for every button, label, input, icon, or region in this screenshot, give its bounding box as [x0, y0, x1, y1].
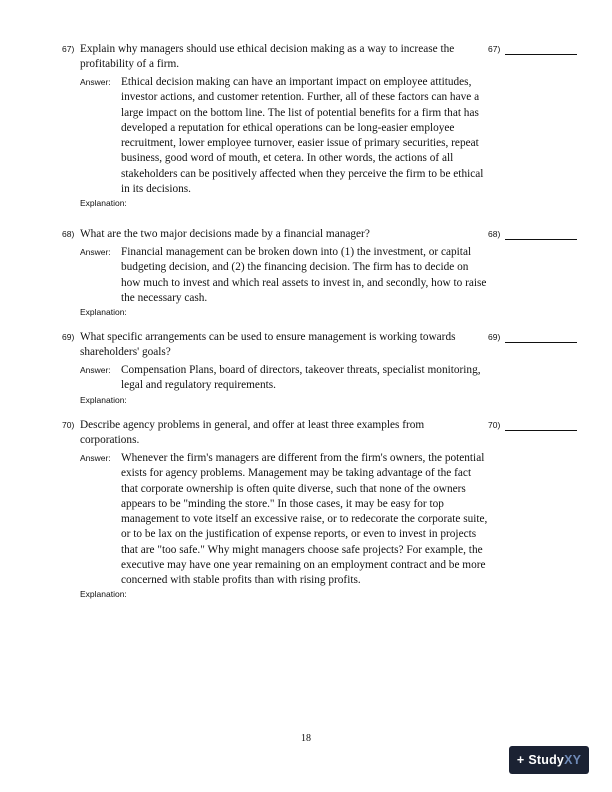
answer-label: Answer:: [80, 247, 111, 257]
question-number: 67): [62, 44, 75, 54]
question-header: [62, 42, 582, 72]
answer-slot-number: 70): [488, 420, 501, 430]
answer-label: Answer:: [80, 77, 111, 87]
question-number: 68): [62, 229, 75, 239]
answer-slot-number: 69): [488, 332, 501, 342]
logo-brand-accent: XY: [564, 753, 582, 767]
answer-slot-number: 68): [488, 229, 501, 239]
question-number: 69): [62, 332, 75, 342]
explanation-label: Explanation:: [80, 394, 127, 405]
explanation-label: Explanation:: [80, 198, 127, 208]
answer-text: Compensation Plans, board of directors, takeover threats, specialist monitoring, legal and regulatory requirements.: [121, 364, 481, 392]
question-text: Explain why managers should use ethical decision making as a way to increase the profitability of a firm.: [80, 43, 455, 70]
answer-block: [80, 363, 490, 394]
answer-text: Ethical decision making can have an important impact on employee attitudes, investor actions, and customer retention. Further, all of these factors can have a large impact on the bottom line. The list of potential benefits for a firm that has developed a reputation for ethical operations can be long-easier employee recruitment, lower employee turnover, easier issue of primary securities, repeat business, good word of mouth, et cetera. In other words, the actions of all stakeholders can be positively affected when they perceive the firm to be ethical in its decisions.: [121, 76, 484, 195]
question-67: [62, 42, 582, 209]
question-70: [62, 418, 582, 600]
answer-label: Answer:: [80, 453, 111, 463]
question-text: What are the two major decisions made by a financial manager?: [80, 228, 370, 240]
answer-blank-line: [505, 239, 577, 240]
answer-blank-line: [505, 430, 577, 431]
question-text: What specific arrangements can be used to ensure management is working towards shareholders' goals?: [80, 331, 456, 358]
studyxy-logo[interactable]: [509, 746, 589, 774]
answer-label: Answer:: [80, 365, 111, 375]
answer-blank-line: [505, 342, 577, 343]
plus-icon: +: [516, 753, 525, 767]
question-number: 70): [62, 420, 75, 430]
explanation-label: Explanation:: [80, 589, 127, 600]
answer-slot-number: 67): [488, 44, 501, 54]
question-header: [62, 227, 582, 242]
page-number: 18: [301, 733, 311, 744]
answer-block: [80, 75, 490, 197]
logo-brand-main: Study: [528, 753, 565, 767]
question-header: [62, 418, 582, 448]
answer-block: [80, 245, 490, 306]
question-69: [62, 330, 582, 406]
answer-blank-line: [505, 54, 577, 55]
answer-text: Financial management can be broken down into (1) the investment, or capital budgeting decision, and (2) the financing decision. The firm has to decide on how much to invest and which real assets to invest in, and secondly, how to raise the necessary cash.: [121, 246, 487, 304]
answer-text: Whenever the firm's managers are different from the firm's owners, the potential exists for agency problems. Management may be taking advantage of the fact that corporate ownership is often quite diverse, such that none of the owners appears to be "minding the store." In those cases, it may be easy for top management to vote itself an excessive raise, or to redecorate the corporate suite, or to be lax on the justification of expense reports, or even to invest in projects that are "too safe." Why might managers choose safe projects? For example, the executive may have one year remaining on an employment contract and be more concerned with stable profits than with rising profits.: [121, 452, 488, 586]
question-header: [62, 330, 582, 360]
explanation-label: Explanation:: [80, 307, 127, 317]
answer-block: [80, 451, 490, 588]
question-text: Describe agency problems in general, and offer at least three examples from corporations.: [80, 419, 425, 446]
question-68: [62, 227, 582, 318]
